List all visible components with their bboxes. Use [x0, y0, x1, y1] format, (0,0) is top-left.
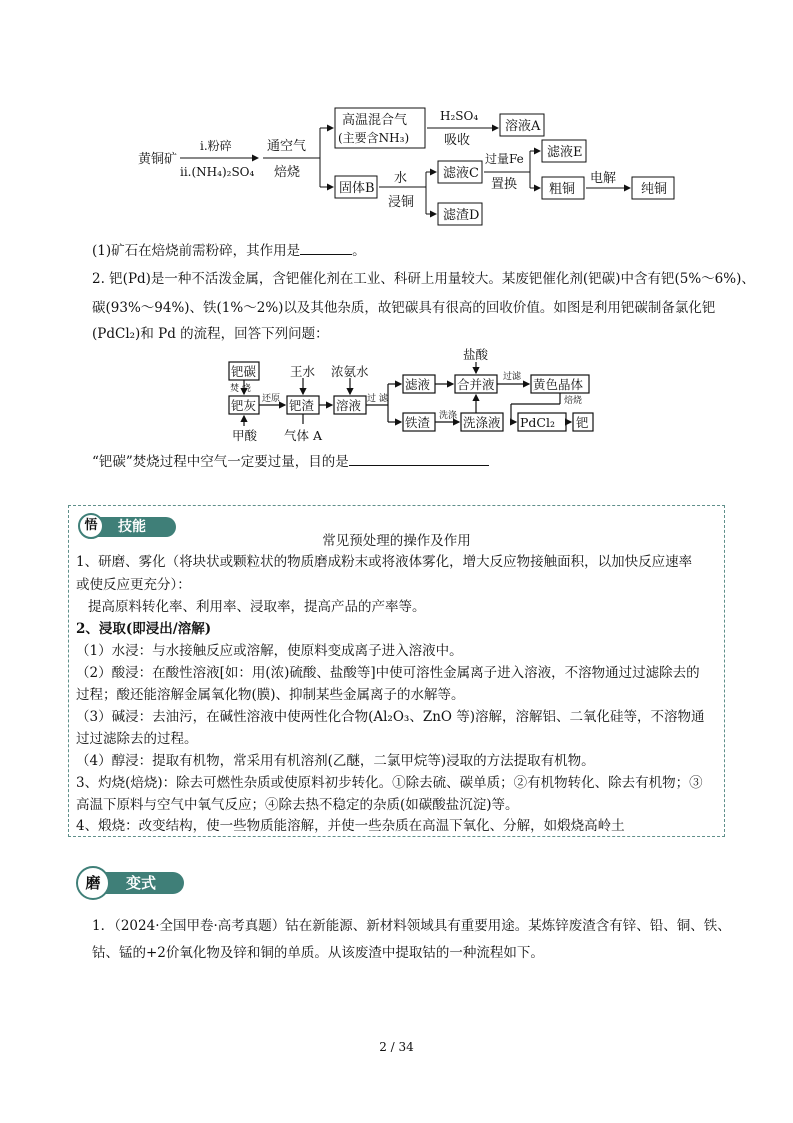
question-1-text: (1)矿石在焙烧前需粉碎，其作用是: [92, 243, 301, 259]
residue-d-box: 滤渣D: [443, 208, 480, 223]
variant-line-1: 1．（2024·全国甲卷·高考真题）钴在新能源、新材料领域具有重要用途。某炼锌废渣含有锌、铅、铜、铁、: [92, 918, 731, 934]
roast-label: 焙烧: [274, 165, 301, 180]
tip-line-3: 提高原料转化率、利用率、浸取率，提高产品的产率等。: [88, 599, 426, 615]
electrolysis-label: 电解: [590, 171, 617, 186]
copper-flowchart: [130, 100, 710, 230]
variant-badge-char: 磨: [85, 874, 101, 892]
filtrate-c-box: 滤液C: [443, 166, 479, 181]
excess-fe-label: 过量Fe: [485, 152, 524, 166]
question-2-line-3: (PdCl₂)和 Pd 的流程，回答下列问题：: [92, 326, 329, 342]
step-ii-label: ii.(NH₄)₂SO₄: [180, 165, 255, 179]
yellow-crystal-box: 黄色晶体: [533, 377, 584, 392]
variant-badge-text: 变式: [126, 874, 157, 892]
combined-box: 合并液: [457, 377, 495, 392]
displace-label: 置换: [491, 177, 518, 192]
crude-cu-box: 粗铜: [549, 182, 576, 197]
filter1-label: 过 滤: [367, 394, 388, 404]
tip-line-1: 1、研磨、雾化（将块状或颗粒状的物质磨成粉末或将液体雾化，增大反应物接触面积，以加快反应速率: [76, 554, 693, 570]
aqua-regia-label: 王水: [290, 364, 316, 379]
absorb-label: 吸收: [444, 133, 471, 148]
question-1: [92, 240, 366, 263]
question-1-end: 。: [352, 243, 366, 259]
page-number: 2 / 34: [379, 1040, 414, 1054]
pd-box: 钯: [576, 415, 589, 430]
pd-residue-box: 钯渣: [289, 398, 315, 413]
reduce-label: 还原: [262, 394, 281, 404]
air-label: 通空气: [267, 139, 307, 154]
pure-cu-box: 纯铜: [641, 182, 668, 197]
pd-ash-box: 钯灰: [231, 398, 257, 413]
answer-blank-2[interactable]: [349, 451, 489, 466]
leach-cu-label: 浸铜: [388, 195, 415, 210]
variant-line-2: 钴、锰的+2价氧化物及锌和铜的单质。从该废渣中提取钴的一种流程如下。: [92, 945, 544, 961]
raw-ore-label: 黄铜矿: [138, 152, 178, 167]
gas-box-line2: (主要含NH₃): [338, 131, 410, 145]
answer-blank-1[interactable]: [300, 240, 352, 255]
tip-line-2: 或使反应更充分）：: [76, 577, 191, 593]
tip-line-12: 高温下原料与空气中氧气反应；④除去热不稳定的杂质(如碳酸盐沉淀)等。: [76, 797, 519, 813]
formic-acid-label: 甲酸: [232, 428, 258, 443]
tip-line-9: 过过滤除去的过程。: [76, 731, 198, 747]
h2so4-label: H₂SO₄: [440, 109, 479, 123]
gas-a-label: 气体 A: [284, 428, 323, 443]
pd-carbon-box: 钯碳: [231, 364, 257, 379]
filtrate-box: 滤液: [405, 377, 431, 392]
water-label: 水: [394, 171, 408, 186]
pdcl2-box: PdCl₂: [520, 415, 555, 430]
question-2-prompt-text: “钯碳”焚烧过程中空气一定要过量，目的是: [92, 454, 349, 470]
wash-liquid-box: 洗涤液: [463, 415, 501, 430]
filtrate-e-box: 滤液E: [547, 145, 583, 160]
hcl-label: 盐酸: [463, 348, 489, 362]
tip-line-4: 2、浸取(即浸出/溶解): [76, 621, 212, 637]
tip-line-5: （1）水浸：与水接触反应或溶解，使原料变成离子进入溶液中。: [76, 643, 463, 659]
question-2-line-2: 碳(93%～94%)、铁(1%～2%)以及其他杂质，故钯碳具有很高的回收价值。如图是利用钯碳制备氯化钯: [92, 300, 716, 316]
question-2-prompt: [92, 451, 489, 474]
filter2-label: 过滤: [503, 372, 522, 382]
tip-line-7: 过程；酸还能溶解金属氧化物(膜)、抑制某些金属离子的水解等。: [76, 687, 465, 703]
tips-title: 常见预处理的操作及作用: [322, 533, 471, 549]
tip-line-8: （3）碱浸：去油污，在碱性溶液中使两性化合物(Al₂O₃、ZnO 等)溶解，溶解铝、二氧化硅等，不溶物通: [76, 709, 705, 725]
conc-ammonia-label: 浓氨水: [331, 364, 369, 379]
tip-line-6: （2）酸浸：在酸性溶液[如：用(浓)硫酸、盐酸等]中使可溶性金属离子进入溶液，不溶物通过过滤除去的: [76, 665, 700, 681]
gas-box-line1: 高温混合气: [342, 113, 408, 128]
tip-line-10: （4）醇浸：提取有机物，常采用有机溶剂(乙醚，二氯甲烷等)浸取的方法提取有机物。: [76, 753, 595, 769]
calcine-label: 焙烧: [564, 396, 583, 406]
variant-badge: [76, 866, 186, 900]
tip-line-13: 4、煅烧：改变结构，使一些物质能溶解，并使一些杂质在高温下氧化、分解，如煅烧高岭土: [76, 818, 625, 834]
variant-badge-circle: [76, 866, 110, 900]
step-i-label: i.粉碎: [200, 139, 232, 153]
tips-badge-char: 悟: [84, 518, 98, 533]
solution-a-box: 溶液A: [505, 119, 541, 134]
wash-label: 洗涤: [439, 411, 458, 421]
tips-badge-text: 技能: [118, 519, 146, 535]
iron-residue-box: 铁渣: [405, 415, 431, 430]
burn-label: 焚 烧: [230, 384, 251, 394]
question-2-line-1: 2. 钯(Pd)是一种不活泼金属，含钯催化剂在工业、科研上用量较大。某废钯催化剂(钯碳)中含有钯(5%～6%)、: [92, 271, 755, 287]
solution-box: 溶液: [336, 398, 362, 413]
solid-b-box: 固体B: [339, 181, 375, 196]
tip-line-11: 3、灼烧(焙烧)：除去可燃性杂质或使原料初步转化。①除去硫、碳单质；②有机物转化、除去有机物；③: [76, 775, 703, 791]
palladium-flowchart: [220, 348, 600, 448]
